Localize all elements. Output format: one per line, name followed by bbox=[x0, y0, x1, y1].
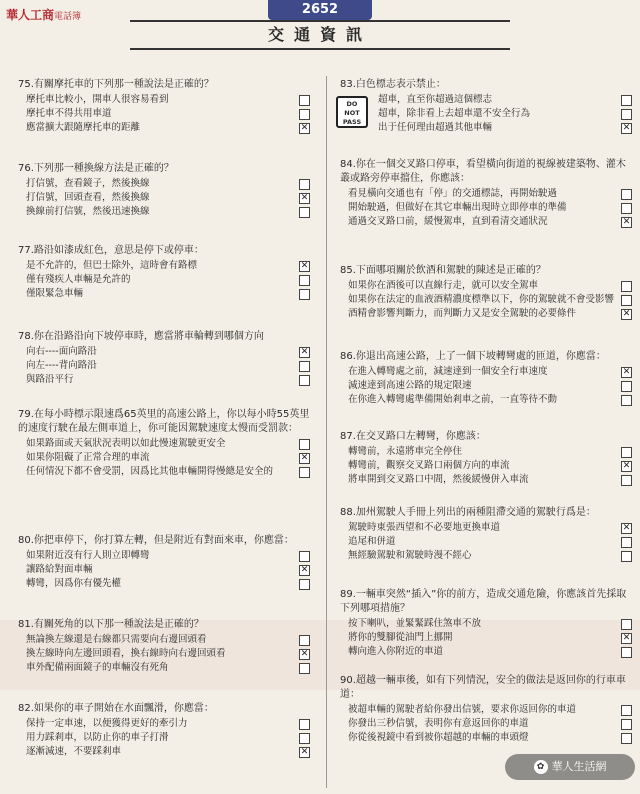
option-text: 任何情況下都不會受罰，因爲比其他車輛開得慢總是安全的 bbox=[26, 466, 274, 477]
answer-option[interactable] bbox=[18, 121, 310, 134]
option-text: 被超車輛的駕駛者給你發出信號，要求你返回你的車道 bbox=[348, 704, 577, 715]
checkbox[interactable] bbox=[621, 647, 632, 658]
question-text: 79.在每小時標示限速爲65英里的高速公路上，你以每小時55英里的速度行駛在最左側車道上，你可能因駕駛速度太慢而受罰款： bbox=[18, 409, 310, 434]
answer-option[interactable] bbox=[340, 703, 632, 716]
option-text: 你發出三秒信號，表明你有意返回你的車道 bbox=[348, 718, 529, 729]
checked-box[interactable]: ✕ bbox=[300, 193, 309, 203]
checkbox[interactable] bbox=[621, 719, 632, 730]
option-text: 用力踩剎車，以防止你的車子打滑 bbox=[26, 732, 169, 743]
answer-option[interactable] bbox=[18, 563, 310, 576]
question bbox=[18, 162, 310, 218]
question-text: 87.在交叉路口左轉彎，你應該： bbox=[340, 431, 486, 442]
option-text: 追尾和併道 bbox=[348, 536, 396, 547]
option-text: 轉彎前，永遠將車完全停住 bbox=[348, 446, 463, 457]
question bbox=[18, 618, 310, 674]
checked-box[interactable]: ✕ bbox=[622, 309, 631, 319]
checkbox[interactable] bbox=[621, 281, 632, 292]
watermark-text: 華人生活網 bbox=[551, 760, 607, 773]
checkbox[interactable] bbox=[621, 109, 632, 120]
question bbox=[340, 506, 632, 562]
checkbox[interactable] bbox=[299, 467, 310, 478]
question bbox=[18, 408, 310, 478]
checkbox[interactable] bbox=[299, 289, 310, 300]
question-text: 84.你在一個交叉路口停車，看望橫向街道的視線被建築物、灌木叢或路旁停車擋住，你應該： bbox=[340, 159, 626, 184]
option-text: 摩托車不得共用車道 bbox=[26, 108, 112, 119]
answer-option[interactable] bbox=[18, 287, 310, 300]
checked-box[interactable]: ✕ bbox=[622, 523, 631, 533]
question bbox=[340, 674, 632, 744]
checkbox[interactable] bbox=[299, 733, 310, 744]
option-text: 讓路給對面車輛 bbox=[26, 564, 93, 575]
answer-option[interactable] bbox=[18, 549, 310, 562]
option-text: 摩托車比較小，開車人很容易看到 bbox=[26, 94, 169, 105]
option-text: 應當擴大跟隨摩托車的距離 bbox=[26, 122, 141, 133]
checkbox[interactable] bbox=[299, 95, 310, 106]
checked-box[interactable]: ✕ bbox=[300, 261, 309, 271]
option-text: 僅有殘疾人車輛是允許的 bbox=[26, 274, 131, 285]
question-text: 76.下列那一種換線方法是正確的？ bbox=[18, 163, 174, 174]
answer-option[interactable] bbox=[340, 617, 632, 630]
answer-option[interactable] bbox=[18, 437, 310, 450]
checkbox[interactable] bbox=[621, 295, 632, 306]
question bbox=[18, 244, 310, 300]
page-number: 2652 bbox=[268, 0, 372, 20]
option-text: 打信號，查看鏡子，然後換線 bbox=[26, 178, 150, 189]
option-text: 出于任何理由超過其他車輛 bbox=[378, 122, 493, 133]
answer-option[interactable] bbox=[340, 521, 632, 534]
checkbox[interactable] bbox=[621, 551, 632, 562]
option-text: 是不允許的，但巴士除外，這時會有路標 bbox=[26, 260, 198, 271]
answer-option[interactable] bbox=[18, 451, 310, 464]
answer-option[interactable] bbox=[18, 633, 310, 646]
checkbox[interactable] bbox=[299, 551, 310, 562]
answer-option[interactable] bbox=[18, 373, 310, 386]
option-text: 向右----面向路沿 bbox=[26, 346, 97, 357]
checkbox[interactable] bbox=[299, 719, 310, 730]
question-text: 80.你把車停下，你打算左轉，但是附近有對面來車，你應當： bbox=[18, 535, 294, 546]
option-text: 如果路面或天氣狀況表明以如此慢速駕駛更安全 bbox=[26, 438, 226, 449]
answer-option[interactable] bbox=[340, 121, 632, 134]
checked-box[interactable]: ✕ bbox=[300, 649, 309, 659]
answer-option[interactable] bbox=[18, 577, 310, 590]
answer-option[interactable] bbox=[18, 345, 310, 358]
checkbox[interactable] bbox=[621, 619, 632, 630]
option-text: 打信號，回頭查看，然後換線 bbox=[26, 192, 150, 203]
checked-box[interactable]: ✕ bbox=[300, 123, 309, 133]
option-text: 在進入轉彎處之前，減速達到一個安全行車速度 bbox=[348, 366, 548, 377]
question bbox=[340, 350, 632, 406]
checkbox[interactable] bbox=[299, 109, 310, 120]
question-text: 86.你退出高速公路，上了一個下坡轉彎處的匝道，你應當： bbox=[340, 351, 606, 362]
option-text: 開始駛過，但做好在其它車輛出現時立即停車的準備 bbox=[348, 202, 567, 213]
answer-option[interactable] bbox=[18, 359, 310, 372]
option-text: 按下喇叭，並緊緊踩住煞車不放 bbox=[348, 618, 482, 629]
option-text: 減速達到高速公路的規定限速 bbox=[348, 380, 472, 391]
option-text: 超車，除非看上去超車還不安全行為 bbox=[378, 108, 531, 119]
answer-option[interactable] bbox=[340, 459, 632, 472]
answer-option[interactable] bbox=[18, 647, 310, 660]
option-text: 看見橫向交通也有「停」的交通標誌，再開始駛過 bbox=[348, 188, 558, 199]
answer-option[interactable] bbox=[18, 745, 310, 758]
option-text: 轉彎，因爲你有優先權 bbox=[26, 578, 122, 589]
checked-box[interactable]: ✕ bbox=[300, 347, 309, 357]
answer-option[interactable] bbox=[340, 307, 632, 320]
checkbox[interactable] bbox=[299, 635, 310, 646]
checkbox[interactable] bbox=[299, 275, 310, 286]
page-title: 交通資訊 bbox=[130, 20, 510, 50]
brand-logo bbox=[6, 6, 81, 23]
option-text: 轉向進入你附近的車道 bbox=[348, 646, 444, 657]
checked-box[interactable]: ✕ bbox=[622, 123, 631, 133]
do-not-pass-sign: DO NOT PASS bbox=[336, 96, 368, 128]
answer-option[interactable] bbox=[340, 549, 632, 562]
option-text: 車外配備兩面鏡子的車輛沒有死角 bbox=[26, 662, 169, 673]
option-text: 超車，直至你超過這個標志 bbox=[378, 94, 493, 105]
checkbox[interactable] bbox=[621, 447, 632, 458]
question bbox=[340, 264, 632, 320]
checked-box[interactable]: ✕ bbox=[622, 217, 631, 227]
option-text: 將車開到交叉路口中間，然後緩慢併入車流 bbox=[348, 474, 529, 485]
answer-option[interactable] bbox=[340, 187, 632, 200]
answer-option[interactable] bbox=[340, 279, 632, 292]
checked-box[interactable]: ✕ bbox=[300, 453, 309, 463]
option-text: 駕駛時東張西望和不必要地更換車道 bbox=[348, 522, 501, 533]
question-text: 81.有關死角的以下那一種說法是正確的？ bbox=[18, 619, 204, 630]
answer-option[interactable] bbox=[340, 201, 632, 214]
option-text: 如果附近沒有行人則立即轉彎 bbox=[26, 550, 150, 561]
page-header bbox=[0, 0, 640, 64]
option-text: 與路沿平行 bbox=[26, 374, 74, 385]
option-text: 轉彎前，觀察交叉路口兩個方向的車流 bbox=[348, 460, 510, 471]
answer-option[interactable] bbox=[18, 205, 310, 218]
checkbox[interactable] bbox=[621, 475, 632, 486]
checkbox[interactable] bbox=[299, 179, 310, 190]
answer-option[interactable] bbox=[340, 379, 632, 392]
option-text: 將你的雙腳從油門上挪開 bbox=[348, 632, 453, 643]
answer-option[interactable] bbox=[18, 717, 310, 730]
checkbox[interactable] bbox=[621, 705, 632, 716]
answer-option[interactable] bbox=[18, 107, 310, 120]
answer-option[interactable] bbox=[18, 191, 310, 204]
brand-subtitle: 電話簿 bbox=[54, 12, 82, 22]
answer-option[interactable] bbox=[340, 445, 632, 458]
answer-option[interactable] bbox=[340, 107, 632, 120]
question bbox=[340, 78, 632, 134]
answer-option[interactable] bbox=[340, 717, 632, 730]
question-text: 77.路沿如漆成紅色，意思是停下或停車： bbox=[18, 245, 204, 256]
option-text: 在你進入轉彎處準備開始剎車之前，一直等待不動 bbox=[348, 394, 558, 405]
question-text: 83.白色標志表示禁止： bbox=[340, 79, 446, 90]
checkbox[interactable] bbox=[299, 663, 310, 674]
option-text: 僅限緊急車輛 bbox=[26, 288, 84, 299]
answer-option[interactable] bbox=[340, 645, 632, 658]
answer-option[interactable] bbox=[340, 393, 632, 406]
question-text: 82.如果你的車子開始在水面飄滑，你應當： bbox=[18, 703, 214, 714]
option-text: 你從後視鏡中看到被你超越的車輛的車頭燈 bbox=[348, 732, 529, 743]
answer-option[interactable] bbox=[340, 473, 632, 486]
checkbox[interactable] bbox=[621, 203, 632, 214]
question bbox=[18, 702, 310, 758]
question-text: 88.加州駕駛人手冊上列出的兩種阻滯交通的駕駛行爲是： bbox=[340, 507, 596, 518]
answer-option[interactable] bbox=[18, 661, 310, 674]
answer-option[interactable] bbox=[340, 365, 632, 378]
question bbox=[340, 430, 632, 486]
question-text: 75.有關摩托車的下列那一種說法是正確的？ bbox=[18, 79, 214, 90]
answer-option[interactable] bbox=[18, 93, 310, 106]
option-text: 無經驗駕駛和駕駛時漫不經心 bbox=[348, 550, 472, 561]
checkbox[interactable] bbox=[621, 95, 632, 106]
checkbox[interactable] bbox=[621, 189, 632, 200]
option-text: 保持一定車速，以便獲得更好的牽引力 bbox=[26, 718, 188, 729]
watermark bbox=[505, 754, 635, 780]
option-text: 如果你阻礙了正常合理的車流 bbox=[26, 452, 150, 463]
question bbox=[18, 534, 310, 590]
option-text: 酒精會影響判斷力，而判斷力又是安全駕駛的必要條件 bbox=[348, 308, 577, 319]
answer-option[interactable] bbox=[18, 731, 310, 744]
checked-box[interactable]: ✕ bbox=[622, 461, 631, 471]
checked-box[interactable]: ✕ bbox=[300, 747, 309, 757]
question bbox=[340, 158, 632, 228]
option-text: 逐漸減速，不要踩剎車 bbox=[26, 746, 122, 757]
checkbox[interactable] bbox=[299, 375, 310, 386]
wechat-icon: ✿ bbox=[534, 760, 548, 774]
option-text: 向左----背向路沿 bbox=[26, 360, 97, 371]
checkbox[interactable] bbox=[299, 579, 310, 590]
checkbox[interactable] bbox=[621, 381, 632, 392]
column-divider bbox=[326, 76, 327, 788]
option-text: 如果你在法定的血液酒精濃度標準以下，你的駕駛就不會受影響 bbox=[348, 294, 615, 305]
option-text: 換左線時向左邊回頭看，換右線時向右邊回頭看 bbox=[26, 648, 226, 659]
checkbox[interactable] bbox=[621, 733, 632, 744]
answer-option[interactable] bbox=[340, 293, 632, 306]
answer-option[interactable] bbox=[340, 535, 632, 548]
question bbox=[18, 78, 310, 134]
question-text: 90.超越一輛車後，如有下列情況，安全的做法是返回你的行車車道： bbox=[340, 675, 626, 700]
checkbox[interactable] bbox=[299, 439, 310, 450]
checkbox[interactable] bbox=[621, 395, 632, 406]
answer-option[interactable] bbox=[340, 215, 632, 228]
option-text: 通過交叉路口前，緩慢駕車，直到看清交通狀況 bbox=[348, 216, 548, 227]
checkbox[interactable] bbox=[299, 361, 310, 372]
answer-option[interactable] bbox=[18, 259, 310, 272]
question bbox=[340, 588, 632, 658]
question bbox=[18, 330, 310, 386]
answer-option[interactable] bbox=[340, 631, 632, 644]
answer-option[interactable] bbox=[340, 93, 632, 106]
option-text: 換線前打信號，然後迅速換線 bbox=[26, 206, 150, 217]
checkbox[interactable] bbox=[621, 537, 632, 548]
answer-option[interactable] bbox=[18, 273, 310, 286]
checked-box[interactable]: ✕ bbox=[622, 367, 631, 377]
checked-box[interactable]: ✕ bbox=[622, 633, 631, 643]
answer-option[interactable] bbox=[340, 731, 632, 744]
brand-name: 華人工商 bbox=[6, 8, 55, 22]
question-text: 89.一輛車突然“插入”你的前方，造成交通危險，你應該首先採取下列哪項措施？ bbox=[340, 589, 627, 614]
question-text: 85.下面哪項關於飲酒和駕駛的陳述是正確的？ bbox=[340, 265, 546, 276]
option-text: 如果你在酒後可以直線行走，就可以安全駕車 bbox=[348, 280, 539, 291]
answer-option[interactable] bbox=[18, 177, 310, 190]
option-text: 無論換左線還是右線都只需要向右邊回頭看 bbox=[26, 634, 207, 645]
checked-box[interactable]: ✕ bbox=[300, 565, 309, 575]
checkbox[interactable] bbox=[299, 207, 310, 218]
question-text: 78.你在沿路沿向下坡停車時，應當將車輪轉到哪個方向 bbox=[18, 331, 264, 342]
answer-option[interactable] bbox=[18, 465, 310, 478]
